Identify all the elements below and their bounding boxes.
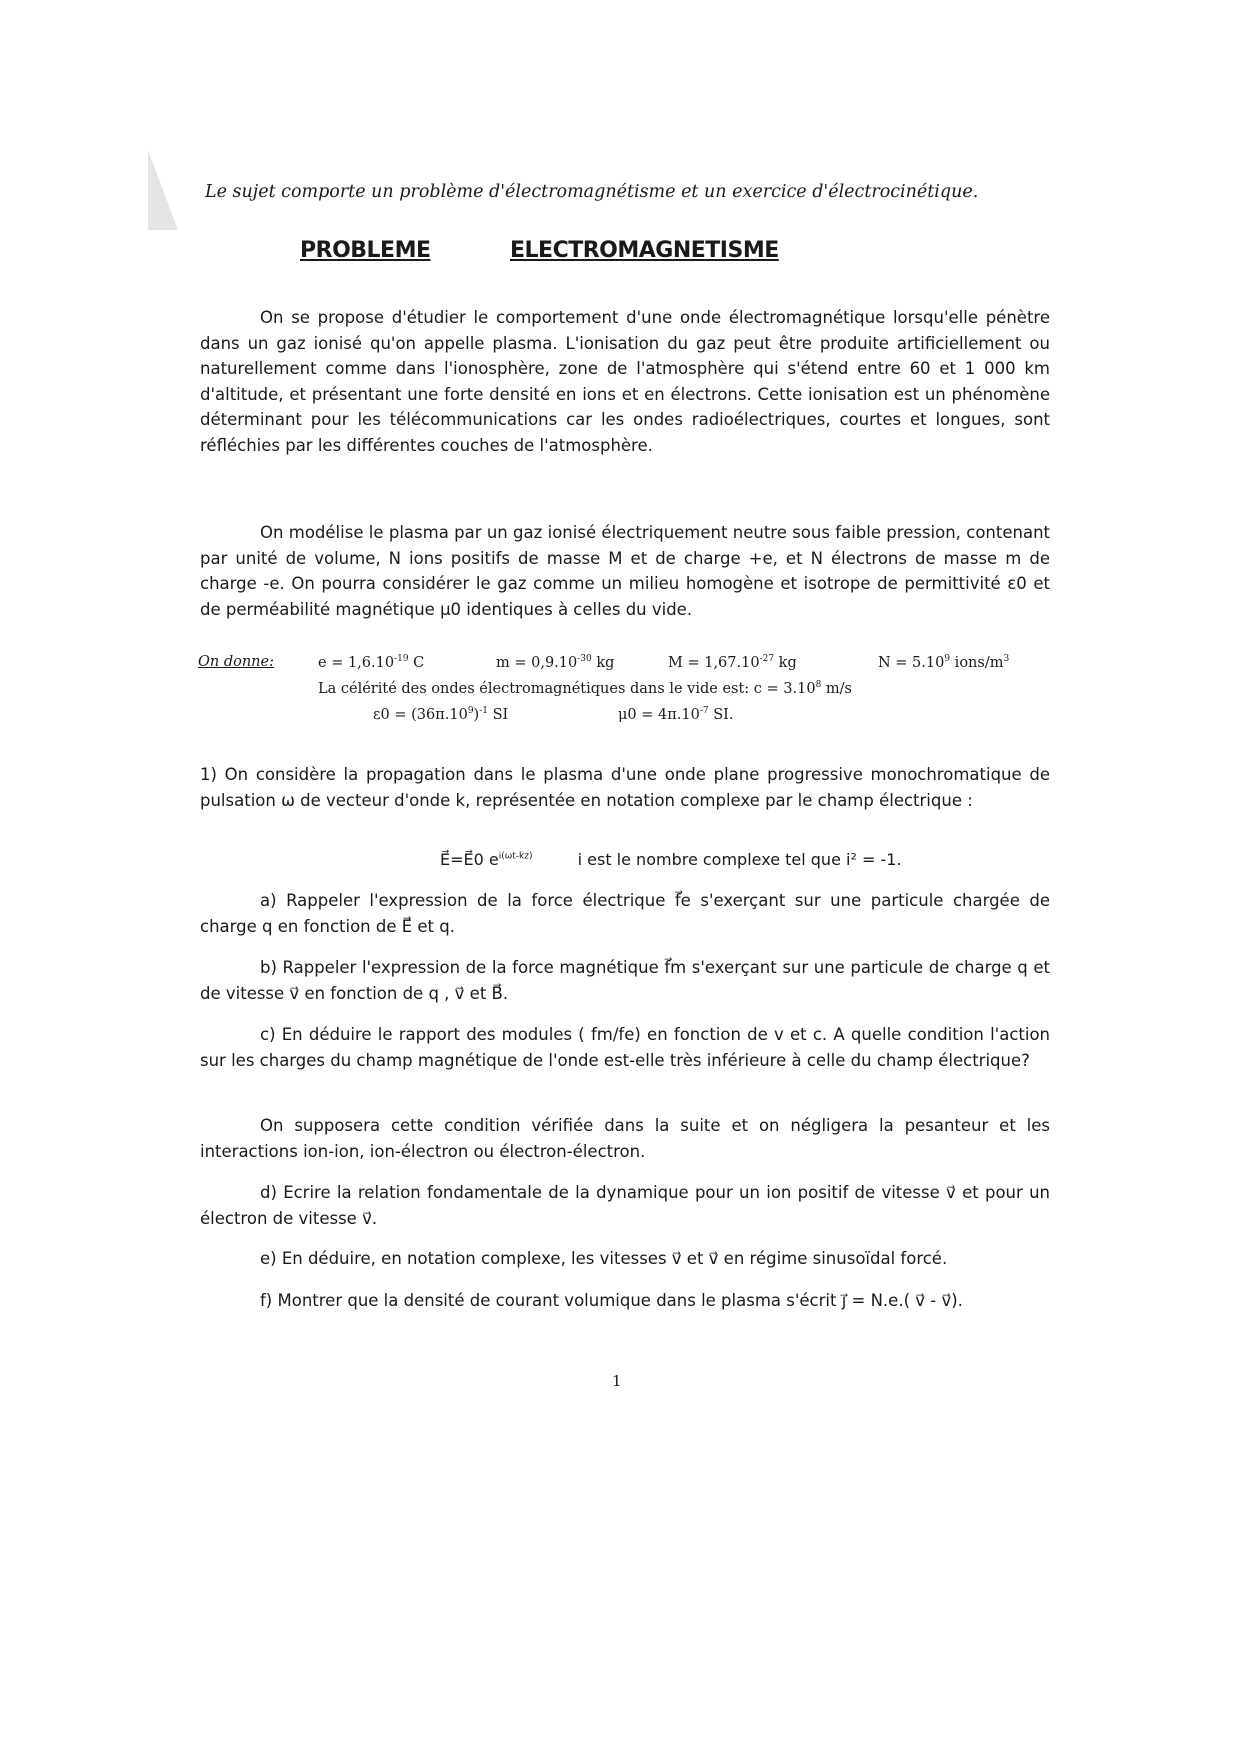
page-number: 1 bbox=[612, 1372, 622, 1390]
question-a: a) Rappeler l'expression de la force électrique f⃗e s'exerçant sur une particule chargée de charge q en fonction de E⃗ et q. bbox=[200, 891, 1050, 936]
given-mu: $\mu 0 = 4\pi.10^{-7}$ SI. bbox=[618, 706, 734, 723]
question-d: d) Ecrire la relation fondamentale de la dynamique pour un ion positif de vitesse v⃗ et pour un électron de vitesse v⃗. bbox=[200, 1183, 1050, 1228]
given-celerite: La célérité des ondes électromagnétiques dans le vide est: $c = 3.10^8$ m/s bbox=[318, 680, 852, 697]
given-M: $M = 1,67.10^{-27}$ kg bbox=[668, 654, 797, 671]
question-f: f) Montrer que la densité de courant volumique dans le plasma s'écrit j⃗ = N.e.( v⃗ - v⃗). bbox=[260, 1291, 963, 1310]
given-label: On donne: bbox=[198, 654, 274, 670]
assumption-note: On supposera cette condition vérifiée dans la suite et on négligera la pesanteur et les interactions ion-ion, ion-électron ou électron-électron. bbox=[200, 1116, 1050, 1161]
question-e: e) En déduire, en notation complexe, les vitesses v⃗ et v⃗ en régime sinusoïdal forcé. bbox=[260, 1249, 948, 1268]
title-probleme: PROBLEME bbox=[300, 238, 431, 263]
intro-line: Le sujet comporte un problème d'électromagnétisme et un exercice d'électrocinétique. bbox=[205, 182, 979, 202]
given-m: $m = 0,9.10^{-30}$ kg bbox=[496, 654, 615, 671]
question-1: 1) On considère la propagation dans le plasma d'une onde plane progressive monochromatique de pulsation ω de vecteur d'onde k, représentée en notation complexe par le champ électrique : bbox=[200, 765, 1050, 810]
paragraph-intro: On se propose d'étudier le comportement d'une onde électromagnétique lorsqu'elle pénètre dans un gaz ionisé qu'on appelle plasma. L'ionisation du gaz peut être produite artificiellement ou naturellement comme dans l'ionosphère, zone de l'atmosphère qui s'étend entre 60 et 1 000 km d'altitude, et présentant une forte densité en ions et en électrons. Cette ionisation est un phénomène déterminant pour les télécommunications car les ondes radioélectriques, courtes et longues, sont réfléchies par les différentes couches de l'atmosphère. bbox=[200, 308, 1050, 455]
given-e: $e = 1,6.10^{-19}$ C bbox=[318, 654, 425, 671]
question-b: b) Rappeler l'expression de la force magnétique f⃗m s'exerçant sur une particule de charge q et de vitesse v⃗ en fonction de q , v⃗ et B⃗. bbox=[200, 958, 1050, 1003]
question-c: c) En déduire le rapport des modules ( fm/fe) en fonction de v et c. A quelle condition l'action sur les charges du champ magnétique de l'onde est-elle très inférieure à celle du champ électrique? bbox=[200, 1025, 1050, 1070]
paragraph-model: On modélise le plasma par un gaz ionisé électriquement neutre sous faible pression, contenant par unité de volume, N ions positifs de masse M et de charge +e, et N électrons de masse m de charge -e. On pourra considérer le gaz comme un milieu homogène et isotrope de permittivité ε0 et de perméabilité magnétique μ0 identiques à celles du vide. bbox=[200, 523, 1050, 619]
scan-corner-shadow bbox=[148, 150, 196, 230]
electric-field-formula: E⃗=E⃗0 $e^{i(\omega t-kz)}$ i est le nombre complexe tel que i² = -1. bbox=[440, 850, 902, 869]
title-electromagnetisme: ELECTROMAGNETISME bbox=[510, 238, 779, 263]
given-epsilon: $\varepsilon 0 = (36\pi.10^9)^{-1}$ SI bbox=[373, 706, 509, 723]
given-N: $N = 5.10^9$ ions/$m^3$ bbox=[878, 654, 1010, 671]
